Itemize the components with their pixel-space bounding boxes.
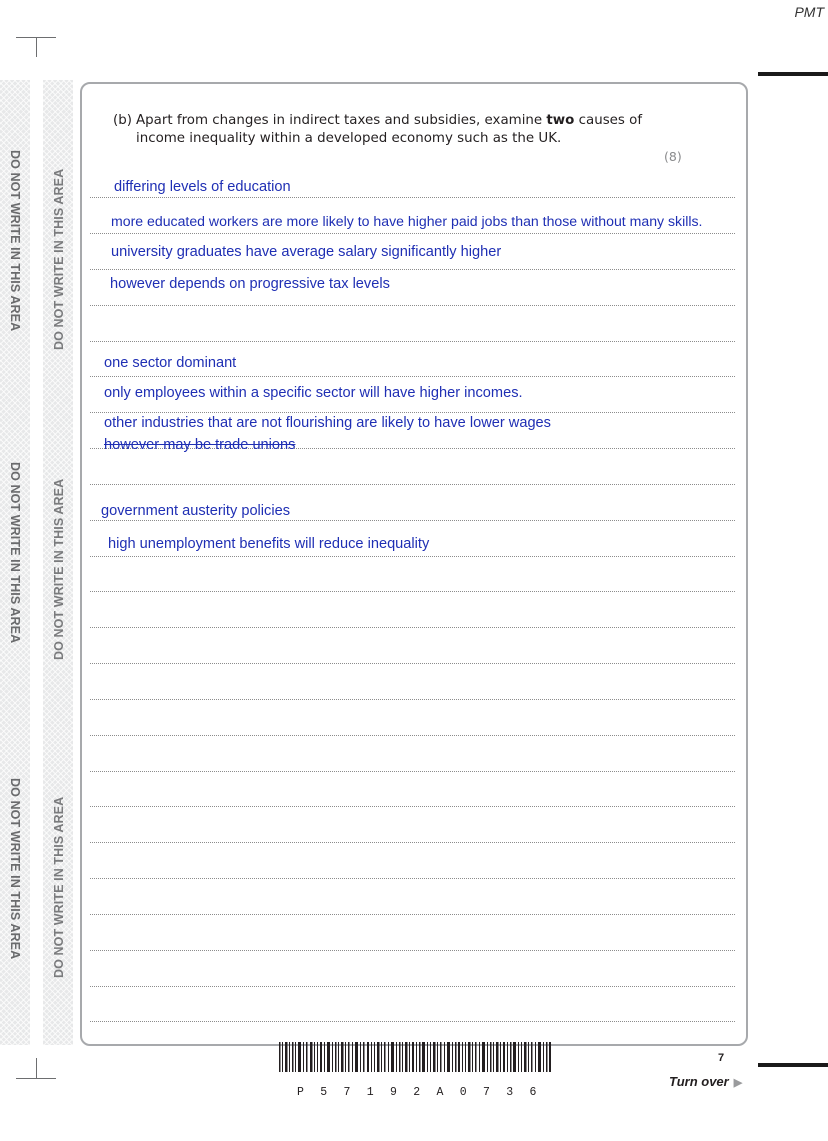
answer-rule[interactable] — [90, 412, 735, 413]
question-emphasis: two — [546, 113, 575, 128]
answer-line: more educated workers are more likely to have higher paid jobs than those without many skills. — [111, 213, 703, 229]
answer-line: other industries that are not flourishing are likely to have lower wages — [104, 415, 551, 431]
answer-rule[interactable] — [90, 950, 735, 951]
answer-rule[interactable] — [90, 233, 735, 234]
answer-rule[interactable] — [90, 663, 735, 664]
margin-warning-label: DO NOT WRITE IN THIS AREA — [52, 796, 66, 978]
answer-line: high unemployment benefits will reduce inequality — [108, 536, 430, 552]
question-line-1-end: causes of — [574, 113, 643, 128]
page-number: 7 — [718, 1052, 725, 1064]
answer-line: differing levels of education — [114, 179, 291, 195]
answer-rule[interactable] — [90, 735, 735, 736]
margin-warning-label: DO NOT WRITE IN THIS AREA — [8, 462, 22, 644]
turn-over-label — [669, 1074, 742, 1089]
barcode-char: 5 — [320, 1086, 328, 1099]
barcode-char: 6 — [529, 1086, 537, 1099]
question-line-1 — [136, 112, 642, 130]
answer-rule[interactable] — [90, 914, 735, 915]
barcode-char: 3 — [506, 1086, 514, 1099]
crop-mark-bottom-vertical — [36, 1058, 37, 1078]
page-edge-bar-bottom — [758, 1063, 828, 1067]
answer-rule[interactable] — [90, 806, 735, 807]
answer-rule[interactable] — [90, 986, 735, 987]
answer-rule[interactable] — [90, 269, 735, 270]
source-tag: PMT — [794, 4, 824, 20]
barcode-char: P — [297, 1086, 305, 1099]
barcode-char: 2 — [413, 1086, 421, 1099]
turn-over-text: Turn over — [669, 1074, 729, 1089]
barcode-char: 7 — [343, 1086, 351, 1099]
answer-rule[interactable] — [90, 556, 735, 557]
answer-rule[interactable] — [90, 520, 735, 521]
barcode-char: 9 — [390, 1086, 398, 1099]
crop-mark-top-vertical — [36, 37, 37, 57]
answer-line: one sector dominant — [104, 355, 237, 371]
answer-rule[interactable] — [90, 305, 735, 306]
answer-rule[interactable] — [90, 341, 735, 342]
answer-line: only employees within a specific sector will have higher incomes. — [104, 385, 523, 401]
barcode-char: 7 — [483, 1086, 491, 1099]
answer-line: university graduates have average salary significantly higher — [111, 244, 502, 260]
answer-rule[interactable] — [90, 197, 735, 198]
barcode-char: 1 — [366, 1086, 375, 1099]
answer-line: government austerity policies — [101, 503, 290, 519]
answer-rule[interactable] — [90, 484, 735, 485]
answer-line: however depends on progressive tax levels — [110, 276, 390, 292]
barcode-char: 0 — [459, 1086, 468, 1099]
question-part-label: (b) — [113, 113, 132, 128]
barcode — [279, 1042, 551, 1072]
answer-rule[interactable] — [90, 699, 735, 700]
answer-rule[interactable] — [90, 627, 735, 628]
margin-warning-label: DO NOT WRITE IN THIS AREA — [8, 150, 22, 332]
answer-rule[interactable] — [90, 376, 735, 377]
answer-rule[interactable] — [90, 1021, 735, 1022]
marks-available: (8) — [664, 149, 682, 164]
answer-line-struck: however may be trade unions — [104, 437, 296, 453]
margin-warning-label: DO NOT WRITE IN THIS AREA — [52, 478, 66, 660]
margin-warning-label: DO NOT WRITE IN THIS AREA — [8, 778, 22, 960]
question-line-2: income inequality within a developed economy such as the UK. — [136, 131, 562, 146]
answer-rule[interactable] — [90, 771, 735, 772]
question-line-1-start: Apart from changes in indirect taxes and subsidies, examine — [136, 113, 547, 128]
answer-rule[interactable] — [90, 591, 735, 592]
barcode-char: A — [436, 1086, 444, 1099]
answer-rule[interactable] — [90, 842, 735, 843]
margin-warning-label: DO NOT WRITE IN THIS AREA — [52, 168, 66, 350]
play-arrow-icon: ▶ — [733, 1077, 743, 1089]
barcode-number — [297, 1086, 537, 1099]
answer-rule[interactable] — [90, 878, 735, 879]
crop-mark-bottom-horizontal — [16, 1078, 56, 1079]
page-edge-bar-top — [758, 72, 828, 76]
